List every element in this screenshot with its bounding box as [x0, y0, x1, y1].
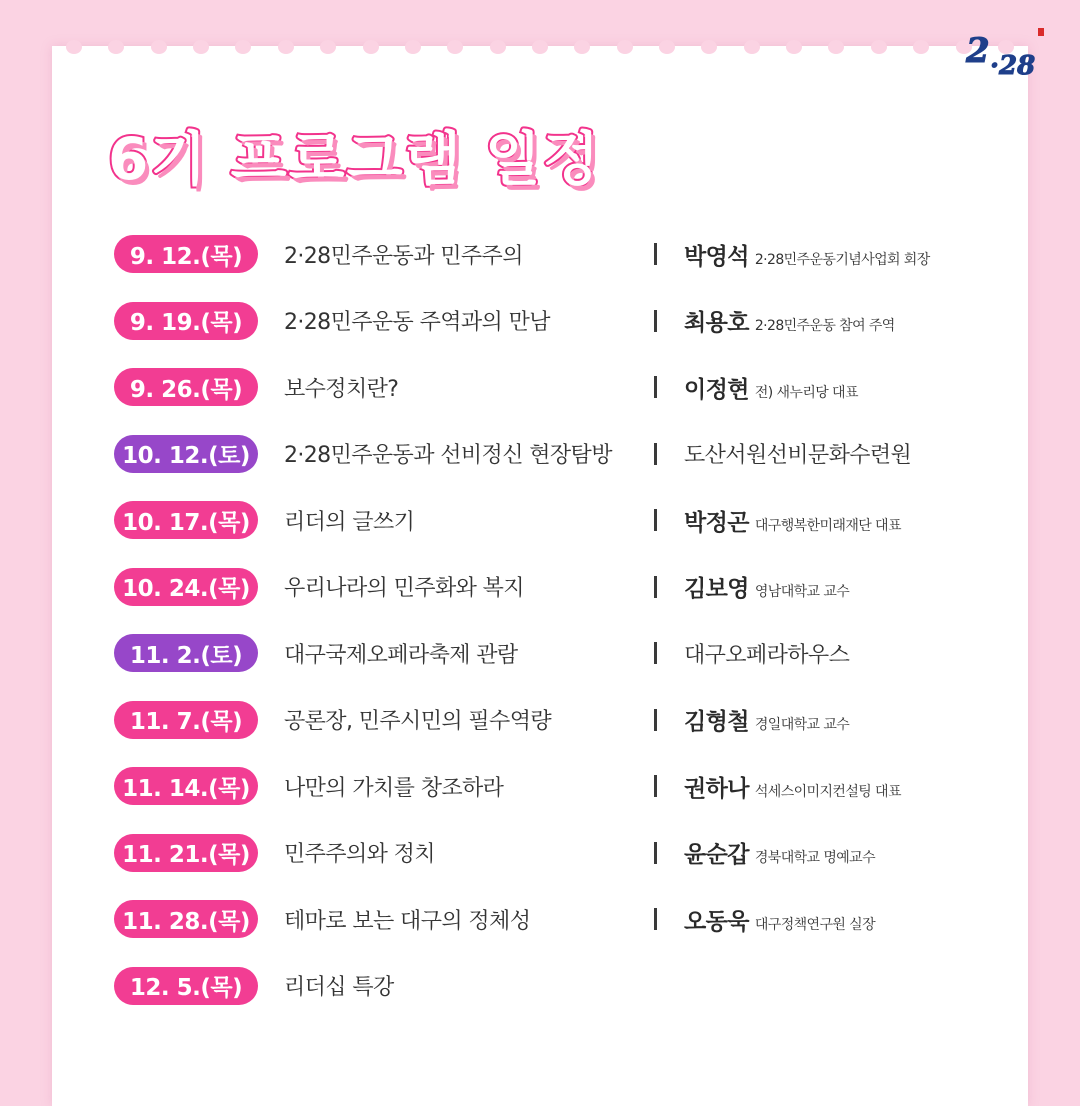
binder-hole: [405, 40, 421, 54]
binder-hole: [659, 40, 675, 54]
date-badge: 12. 5.(목): [114, 967, 258, 1005]
speaker-name: 김보영: [684, 576, 749, 602]
session-topic: 2·28민주운동 주역과의 만남: [284, 310, 550, 335]
binder-hole: [108, 40, 124, 54]
schedule-row: [114, 365, 1014, 409]
column-separator: [654, 443, 657, 465]
binder-hole: [701, 40, 717, 54]
venue-name: 대구오페라하우스: [684, 642, 850, 668]
binder-hole: [617, 40, 633, 54]
column-separator: [654, 376, 657, 398]
binder-hole: [151, 40, 167, 54]
speaker-name: 이정현: [684, 376, 749, 403]
binder-hole: [278, 40, 294, 54]
session-topic: 대구국제오페라축제 관람: [284, 642, 518, 668]
speaker-info: [684, 438, 911, 469]
session-topic: 공론장, 민주시민의 필수역량: [284, 709, 552, 734]
date-badge: 10. 12.(토): [114, 435, 258, 473]
speaker-name: 최용호: [684, 310, 749, 336]
schedule-row: [114, 232, 1014, 276]
date-badge: 9. 26.(목): [114, 368, 258, 406]
venue-name: 도산서원선비문화수련원: [684, 443, 912, 468]
speaker-name: 박영석: [684, 243, 749, 270]
date-badge: 11. 2.(토): [114, 634, 258, 672]
speaker-role: 전) 새누리당 대표: [754, 384, 858, 401]
speaker-role: 2·28민주운동기념사업회 회장: [754, 251, 930, 268]
session-topic: 나만의 가치를 창조하라: [284, 775, 504, 801]
speaker-info: [684, 770, 901, 803]
speaker-info: [684, 304, 895, 337]
speaker-role: 대구정책연구원 실장: [754, 916, 876, 933]
binder-hole: [66, 40, 82, 54]
page-title: 6기 프로그램 일정: [108, 125, 601, 193]
schedule-row: [114, 299, 1014, 343]
binder-hole: [828, 40, 844, 54]
column-separator: [654, 842, 657, 864]
date-badge: 11. 28.(목): [114, 900, 258, 938]
binder-hole: [532, 40, 548, 54]
schedule-row: [114, 831, 1014, 875]
binder-hole: [235, 40, 251, 54]
speaker-name: 권하나: [684, 775, 749, 802]
binder-hole: [320, 40, 336, 54]
column-separator: [654, 509, 657, 531]
binder-hole: [871, 40, 887, 54]
speaker-role: 경북대학교 명예교수: [754, 850, 876, 866]
column-separator: [654, 642, 657, 664]
column-separator: [654, 709, 657, 731]
session-topic: 보수정치란?: [284, 376, 399, 402]
column-separator: [654, 775, 657, 797]
binder-hole: [490, 40, 506, 54]
speaker-info: [684, 238, 930, 271]
speaker-name: 김형철: [684, 709, 749, 735]
date-badge: 11. 14.(목): [114, 767, 258, 805]
speaker-role: 경일대학교 교수: [754, 717, 850, 733]
date-badge: 11. 21.(목): [114, 834, 258, 872]
schedule-row: [114, 897, 1014, 941]
schedule-row: [114, 498, 1014, 542]
speaker-name: 오동욱: [684, 908, 749, 935]
binder-hole: [447, 40, 463, 54]
speaker-info: [684, 903, 875, 936]
svg-text:·28: ·28: [990, 51, 1036, 80]
binder-hole: [193, 40, 209, 54]
schedule-row: [114, 964, 1014, 1008]
column-separator: [654, 576, 657, 598]
schedule-row: [114, 631, 1014, 675]
speaker-info: [684, 570, 849, 603]
speaker-info: [684, 703, 849, 736]
date-badge: 10. 17.(목): [114, 501, 258, 539]
speaker-role: 석세스이미지컨설팅 대표: [754, 783, 901, 800]
binder-hole: [574, 40, 590, 54]
speaker-info: [684, 504, 901, 537]
binder-hole: [744, 40, 760, 54]
speaker-info: [684, 836, 875, 869]
svg-text:2: 2: [966, 31, 990, 71]
logo-228: [964, 18, 1054, 80]
date-badge: 9. 19.(목): [114, 302, 258, 340]
session-topic: 우리나라의 민주화와 복지: [284, 576, 524, 601]
binder-hole: [786, 40, 802, 54]
binder-holes: [52, 40, 1028, 54]
speaker-role: 대구행복한미래재단 대표: [754, 517, 901, 534]
speaker-info: [684, 371, 858, 404]
column-separator: [654, 310, 657, 332]
schedule-row: [114, 698, 1014, 742]
session-topic: 리더십 특강: [284, 975, 394, 1000]
speaker-name: 윤순갑: [684, 842, 749, 868]
date-badge: 10. 24.(목): [114, 568, 258, 606]
session-topic: 테마로 보는 대구의 정체성: [284, 908, 531, 934]
speaker-role: 2·28민주운동 참여 주역: [754, 318, 895, 334]
schedule-row: [114, 764, 1014, 808]
binder-hole: [913, 40, 929, 54]
column-separator: [654, 243, 657, 265]
date-badge: 11. 7.(목): [114, 701, 258, 739]
session-topic: 2·28민주운동과 민주주의: [284, 243, 523, 269]
date-badge: 9. 12.(목): [114, 235, 258, 273]
session-topic: 민주주의와 정치: [284, 842, 435, 867]
speaker-info: [684, 638, 849, 669]
session-topic: 2·28민주운동과 선비정신 현장탐방: [284, 443, 612, 468]
speaker-role: 영남대학교 교수: [754, 584, 850, 600]
session-topic: 리더의 글쓰기: [284, 509, 415, 535]
schedule-row: [114, 432, 1014, 476]
schedule-row: [114, 565, 1014, 609]
speaker-name: 박정곤: [684, 509, 749, 536]
column-separator: [654, 908, 657, 930]
binder-hole: [363, 40, 379, 54]
